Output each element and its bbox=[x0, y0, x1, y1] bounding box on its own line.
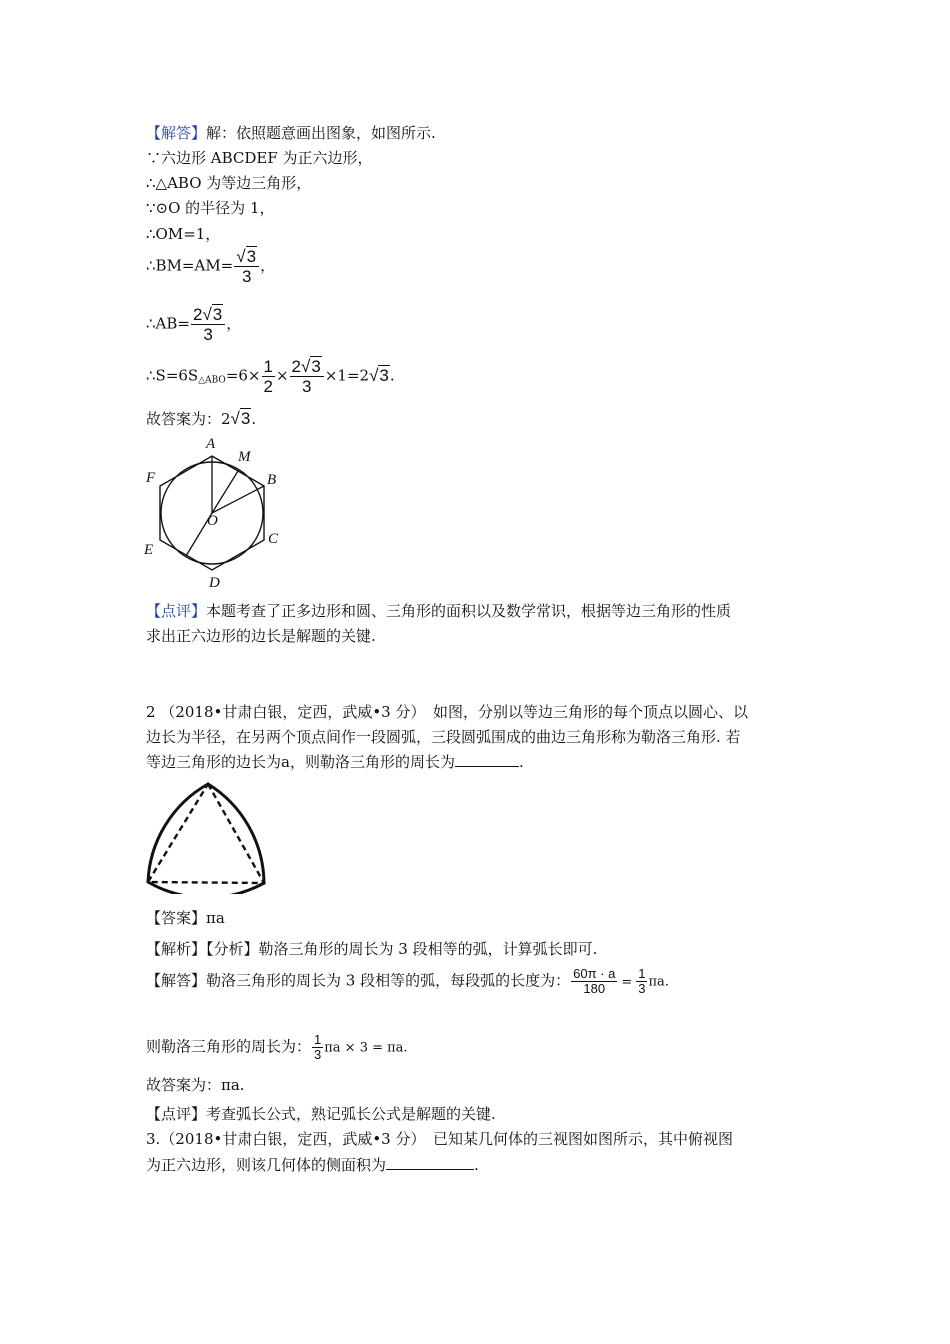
dianping-line2: 求出正六边形的边长是解题的关键. bbox=[146, 627, 376, 645]
frac-num: 1 bbox=[638, 966, 646, 981]
hexagon-circle-figure bbox=[138, 432, 288, 592]
q2-line2: 边长为半径，在另两个顶点间作一段圆弧，三段圆弧围成的曲边三角形称为勒洛三角形. 若 bbox=[146, 728, 741, 746]
comma: ， bbox=[226, 314, 242, 333]
area-tail: ×1=2 bbox=[324, 366, 370, 385]
label-E: E bbox=[144, 542, 154, 558]
ab-eq-label: ∴AB= bbox=[146, 314, 190, 333]
label-B: B bbox=[267, 472, 277, 488]
q2-answer: 【答案】πa bbox=[146, 909, 225, 927]
sol1-text: 解：依照题意画出图象，如图所示. bbox=[206, 124, 436, 142]
jieda-tag: 【解答】 bbox=[146, 124, 207, 142]
answer-blank bbox=[386, 1155, 474, 1170]
times-sign: × bbox=[275, 366, 289, 385]
fraction-2sqrt3-over-3: $\frac{2√3}{3}$ bbox=[191, 305, 225, 344]
jieda-tag: 【解答】 bbox=[146, 971, 207, 990]
q3-line1: 3.（2018•甘肃白银，定西，武威•3 分） 已知某几何体的三视图如图所示，其中俯视图 bbox=[146, 1130, 733, 1148]
sol1-line5: ∴OM=1， bbox=[146, 225, 221, 243]
q2-dianping: 【点评】考查弧长公式，熟记弧长公式是解题的关键. bbox=[146, 1105, 496, 1123]
fraction-2sqrt3-over-3-b: $\frac{2√3}{3}$ bbox=[290, 357, 324, 396]
frac-den: 2 bbox=[263, 377, 273, 396]
frac-den: 3 bbox=[301, 377, 312, 396]
dianping-line1 bbox=[146, 601, 731, 621]
sol1-line4: ∵⊙O 的半径为 1， bbox=[146, 199, 275, 217]
q2-final: 故答案为：πa. bbox=[146, 1076, 245, 1094]
sol1-line1 bbox=[146, 123, 436, 143]
dianping-tag: 【点评】 bbox=[146, 602, 207, 620]
frac-den: 3 bbox=[241, 267, 252, 286]
radicand: 3 bbox=[212, 305, 223, 324]
frac-num: 3 bbox=[246, 247, 257, 266]
sol1-line2: ∵六边形 ABCDEF 为正六边形， bbox=[146, 149, 373, 167]
fraction-one-third bbox=[636, 967, 647, 996]
q2-perimeter bbox=[146, 1033, 408, 1062]
reuleaux-triangle-figure bbox=[140, 778, 272, 894]
frac-den: 3 bbox=[314, 1047, 322, 1062]
label-C: C bbox=[268, 531, 279, 547]
sol1-line7 bbox=[146, 305, 241, 344]
frac-num: 1 bbox=[263, 357, 273, 376]
fraction-sqrt3-over-3: $\frac{√3}{3}$ bbox=[234, 247, 259, 286]
answer-label: 故答案为：2 bbox=[146, 410, 231, 428]
coef: 2 bbox=[291, 357, 302, 376]
perimeter-tail: πa × 3 = πa. bbox=[324, 1040, 408, 1056]
q2-question: 等边三角形的边长为a，则勒洛三角形的周长为 bbox=[146, 753, 455, 771]
fraction-half bbox=[262, 357, 275, 396]
sol1-line9: 故答案为：2√3. bbox=[146, 409, 257, 428]
fraction-one-third-b bbox=[312, 1033, 323, 1062]
equals-sign: = bbox=[621, 974, 633, 990]
q2-line3 bbox=[146, 752, 524, 772]
frac-den: 3 bbox=[203, 325, 213, 344]
bm-eq-label: ∴BM=AM= bbox=[146, 256, 234, 275]
period: . bbox=[251, 410, 257, 428]
q3-question: 为正六边形，则该几何体的侧面积为 bbox=[146, 1156, 387, 1174]
frac-num: 1 bbox=[314, 1032, 322, 1047]
frac-num: 60π · a bbox=[573, 966, 616, 981]
q2-line1: 2 （2018•甘肃白银，定西，武威•3 分） 如图，分别以等边三角形的每个顶点以圆心、以 bbox=[146, 703, 748, 721]
fraction-arc-length bbox=[571, 967, 617, 996]
label-F: F bbox=[146, 470, 156, 486]
frac-den: 3 bbox=[638, 981, 646, 996]
area-label: ∴S=6S bbox=[146, 366, 199, 385]
comma: ， bbox=[260, 256, 276, 275]
jieda-text: 勒洛三角形的周长为 3 段相等的弧，每段弧的长度为： bbox=[206, 971, 571, 990]
label-M: M bbox=[238, 449, 251, 465]
q2-jieda bbox=[146, 967, 669, 996]
pi-a: πa. bbox=[648, 974, 669, 990]
label-O: O bbox=[207, 513, 218, 529]
reuleaux-outline bbox=[148, 784, 264, 894]
period: . bbox=[389, 366, 395, 385]
sol1-line6 bbox=[146, 247, 275, 286]
q2-analysis: 【解析】【分析】勒洛三角形的周长为 3 段相等的弧，计算弧长即可. bbox=[146, 940, 598, 958]
frac-den: 180 bbox=[583, 981, 606, 996]
dianping-text: 本题考查了正多边形和圆、三角形的面积以及数学常识，根据等边三角形的性质 bbox=[206, 602, 732, 620]
area-subscript: △ABO bbox=[198, 375, 226, 386]
sol1-line8: $\therefore S=6S_{\triangle ABO}=6\times$ $\frac{1}{2}$ × $\frac{2√3}{3}$ ×1=2√3. bbox=[146, 357, 395, 396]
sol1-line3: ∴△ABO 为等边三角形， bbox=[146, 174, 312, 192]
area-mid: =6× bbox=[225, 366, 261, 385]
dashed-triangle bbox=[148, 784, 264, 883]
coef: 2 bbox=[192, 305, 203, 324]
perimeter-label: 则勒洛三角形的周长为： bbox=[146, 1037, 312, 1056]
radicand: 3 bbox=[379, 365, 389, 385]
radicand: 3 bbox=[311, 357, 321, 376]
period: . bbox=[474, 1156, 479, 1174]
q3-line2 bbox=[146, 1155, 479, 1175]
answer-blank bbox=[455, 752, 519, 767]
label-D: D bbox=[209, 575, 220, 591]
radicand: 3 bbox=[240, 409, 251, 428]
period: . bbox=[518, 753, 524, 771]
label-A: A bbox=[206, 436, 216, 452]
